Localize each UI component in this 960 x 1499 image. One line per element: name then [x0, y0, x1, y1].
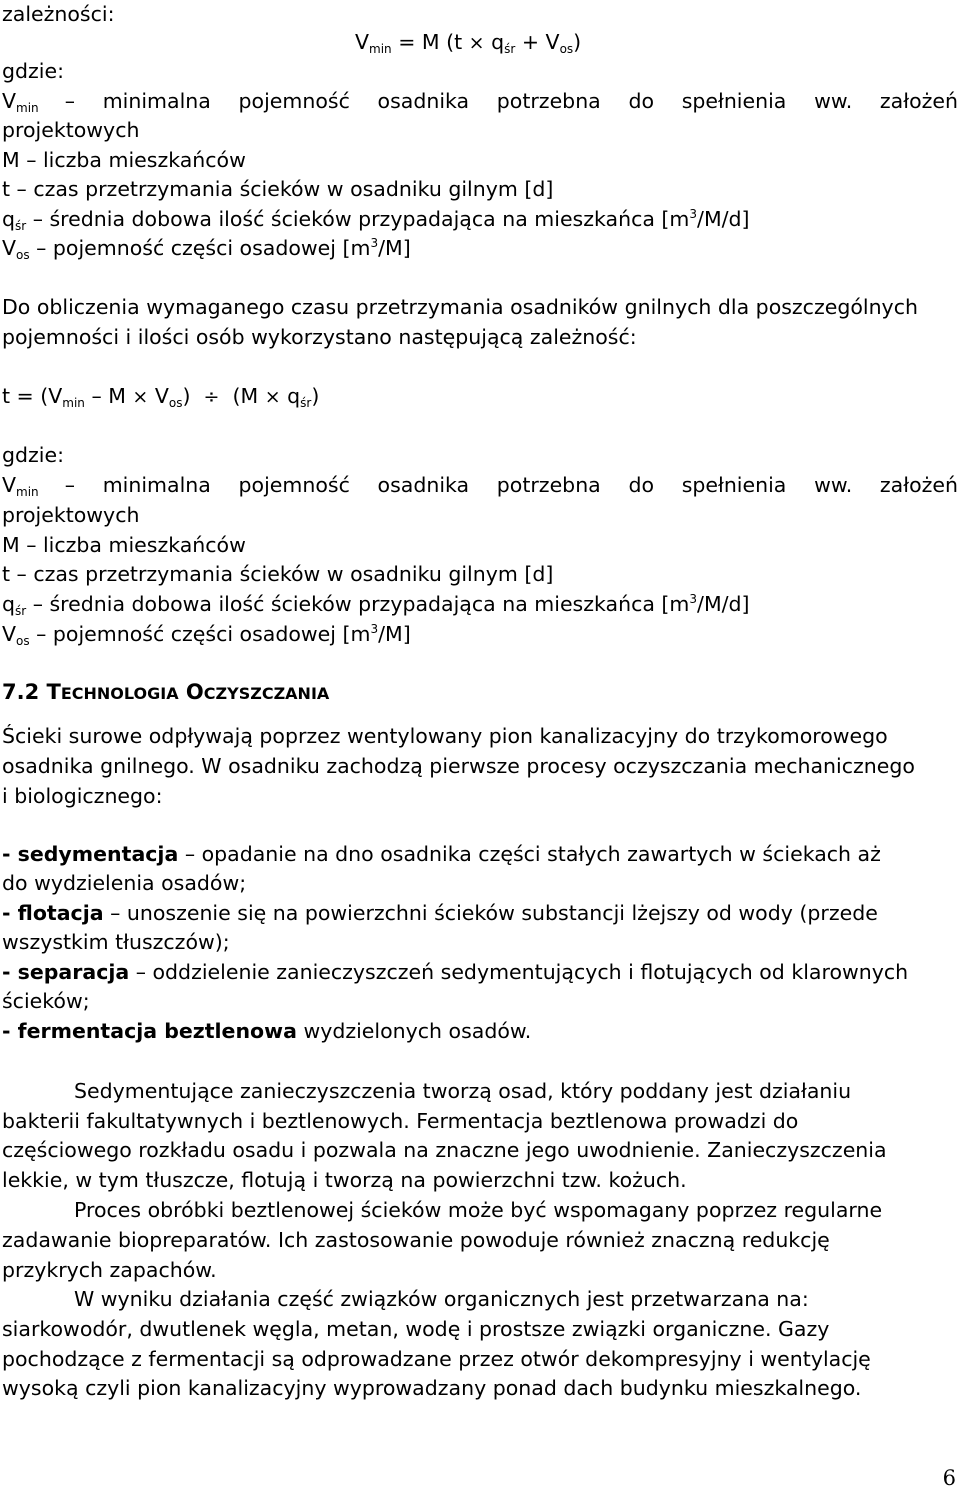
p3-line-1: Proces obróbki beztlenowej ścieków może być wspomagany poprzez regularne — [74, 1198, 883, 1222]
p4-line-4: wysoką czyli pion kanalizacyjny wyprowadzany ponad dach budynku mieszkalnego. — [2, 1376, 862, 1400]
p1-line-3: i biologicznego: — [2, 784, 163, 808]
page-number: 6 — [942, 1466, 956, 1490]
bullet-flotacja-cont: wszystkim tłuszczów); — [2, 930, 230, 954]
p4-line-2: siarkowodór, dwutlenek węgla, metan, wodę i prostsze związki organiczne. Gazy — [2, 1317, 830, 1341]
p2-line-4: lekkie, w tym tłuszcze, flotują i tworzą na powierzchni tzw. kożuch. — [2, 1168, 687, 1192]
intro-text: zależności: — [2, 2, 115, 26]
def-vos-2: $V_{os}$ – pojemność części osadowej $[m^3/M]$ — [2, 622, 411, 648]
bullet-flotacja: - flotacja – unoszenie się na powierzchni ścieków substancji lżejszy od wody (przede — [2, 901, 878, 925]
bullet-fermentacja: - fermentacja beztlenowa wydzielonych osadów. — [2, 1019, 532, 1043]
p2-line-3: częściowego rozkładu osadu i pozwala na znaczne jego uwodnienie. Zanieczyszczenia — [2, 1138, 887, 1162]
bullet-sedymentacja: - sedymentacja – opadanie na dno osadnika części stałych zawartych w ściekach aż — [2, 842, 881, 866]
p1-line-2: osadnika gnilnego. W osadniku zachodzą pierwsze procesy oczyszczania mechanicznego — [2, 754, 915, 778]
intro-line — [2, 0, 960, 29]
formula-t: $t = (V_{min} - M \times V_{os}) \div (M \times q_{śr})$ — [2, 384, 320, 410]
bullet-sedymentacja-cont: do wydzielenia osadów; — [2, 871, 247, 895]
formula-vmin: $V_{min} = M$ $(t \times q_{śr} + V_{os})$ — [355, 30, 582, 56]
def-t-1: t – czas przetrzymania ścieków w osadniku gilnym [d] — [2, 177, 554, 201]
def-vmin-2: $V_{min}$ – minimalna pojemność osadnika potrzebna do spełnienia ww. założeń — [2, 473, 958, 499]
p2-line-1: Sedymentujące zanieczyszczenia tworzą osad, który poddany jest działaniu — [74, 1079, 852, 1103]
def-q-1: $q_{śr}$ – średnia dobowa ilość ścieków przypadająca na mieszkańca $[m^3/M/d]$ — [2, 207, 750, 233]
p4-line-1: W wyniku działania część związków organicznych jest przetwarzana na: — [74, 1287, 809, 1311]
p1-line-1: Ścieki surowe odpływają poprzez wentylowany pion kanalizacyjny do trzykomorowego — [2, 724, 888, 748]
p3-line-2: zadawanie biopreparatów. Ich zastosowanie powoduje również znaczną redukcję — [2, 1228, 830, 1252]
def-m-1: M – liczba mieszkańców — [2, 148, 246, 172]
gdzie-label-1: gdzie: — [2, 59, 65, 83]
def-vmin-2-cont: projektowych — [2, 503, 140, 527]
section-heading: 7.2 TECHNOLOGIA OCZYSZCZANIA — [2, 680, 330, 704]
p4-line-3: pochodzące z fermentacji są odprowadzane przez otwór dekompresyjny i wentylację — [2, 1347, 871, 1371]
bullet-separacja-cont: ścieków; — [2, 989, 90, 1013]
calc-para-line-1: Do obliczenia wymaganego czasu przetrzymania osadników gnilnych dla poszczególnych — [2, 295, 918, 319]
bullet-separacja: - separacja – oddzielenie zanieczyszczeń sedymentujących i flotujących od klarownych — [2, 960, 909, 984]
def-m-2: M – liczba mieszkańców — [2, 533, 246, 557]
calc-para-line-2: pojemności i ilości osób wykorzystano następującą zależność: — [2, 325, 637, 349]
gdzie-label-2: gdzie: — [2, 443, 65, 467]
def-vmin-1-cont: projektowych — [2, 118, 140, 142]
def-q-2: $q_{śr}$ – średnia dobowa ilość ścieków przypadająca na mieszkańca $[m^3/M/d]$ — [2, 592, 750, 618]
def-t-2: t – czas przetrzymania ścieków w osadniku gilnym [d] — [2, 562, 554, 586]
p3-line-3: przykrych zapachów. — [2, 1258, 217, 1282]
def-vmin-1: $V_{min}$ – minimalna pojemność osadnika potrzebna do spełnienia ww. założeń — [2, 89, 958, 115]
p2-line-2: bakterii fakultatywnych i beztlenowych. Fermentacja beztlenowa prowadzi do — [2, 1109, 799, 1133]
def-vos-1: $V_{os}$ – pojemność części osadowej $[m^3/M]$ — [2, 236, 411, 262]
